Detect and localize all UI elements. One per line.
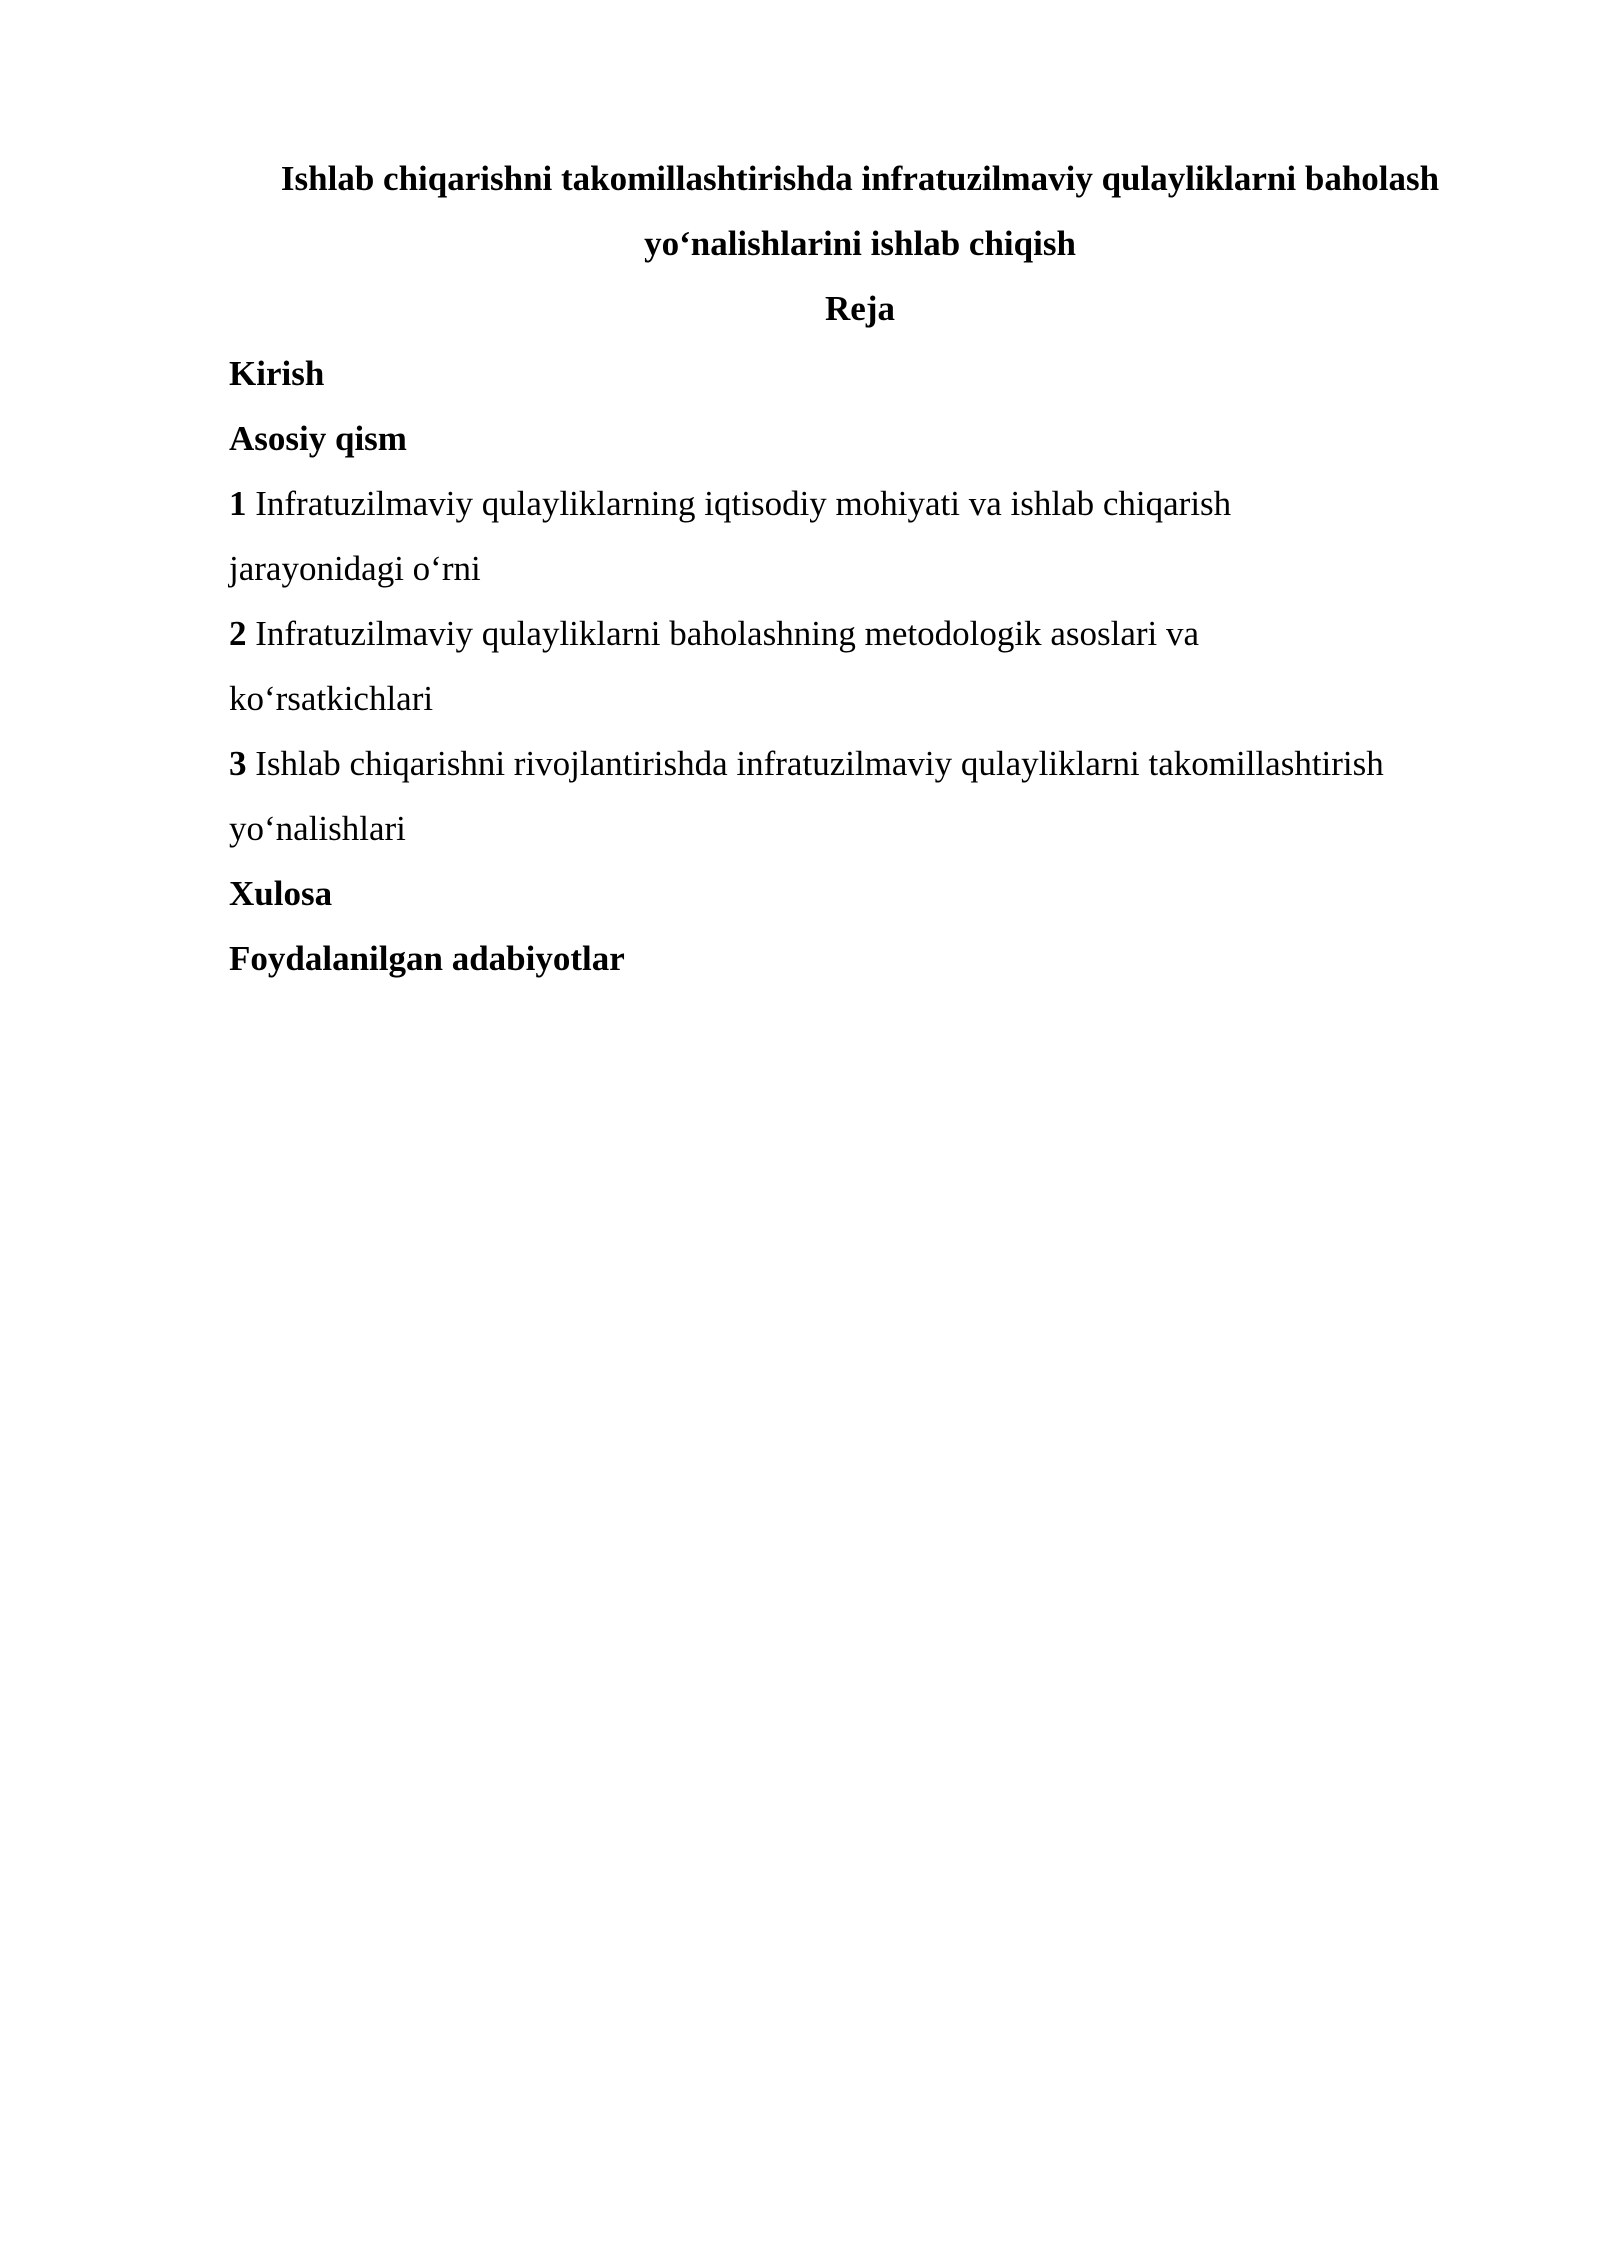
plan-heading: Reja — [825, 289, 895, 328]
document-content — [229, 146, 1491, 991]
document-title — [229, 146, 1491, 276]
plan-item-text: Ishlab chiqarishni rivojlantirishda infratuzilmaviy qulayliklarni takomillashtirish — [255, 744, 1384, 783]
title-line-1: Ishlab chiqarishni takomillashtirishda infratuzilmaviy qulayliklarni baholash — [280, 159, 1440, 198]
plan-item-number: 2 — [229, 614, 247, 653]
main-part-heading: Asosiy qism — [229, 419, 407, 458]
intro-heading: Kirish — [229, 354, 325, 393]
plan-item-3 — [229, 731, 1491, 861]
references-heading: Foydalanilgan adabiyotlar — [229, 939, 625, 978]
plan-item-text-continued: yo‘nalishlari — [229, 809, 406, 848]
plan-item-text-continued: jarayonidagi o‘rni — [229, 549, 481, 588]
title-line-2: yo‘nalishlarini ishlab chiqish — [644, 224, 1076, 263]
plan-item-text-continued: ko‘rsatkichlari — [229, 679, 434, 718]
plan-item-number: 3 — [229, 744, 247, 783]
plan-item-number: 1 — [229, 484, 247, 523]
plan-item-2 — [229, 601, 1491, 731]
plan-item-1 — [229, 471, 1491, 601]
plan-item-text: Infratuzilmaviy qulayliklarning iqtisodiy mohiyati va ishlab chiqarish — [255, 484, 1232, 523]
plan-item-text: Infratuzilmaviy qulayliklarni baholashning metodologik asoslari va — [255, 614, 1200, 653]
conclusion-heading: Xulosa — [229, 874, 333, 913]
